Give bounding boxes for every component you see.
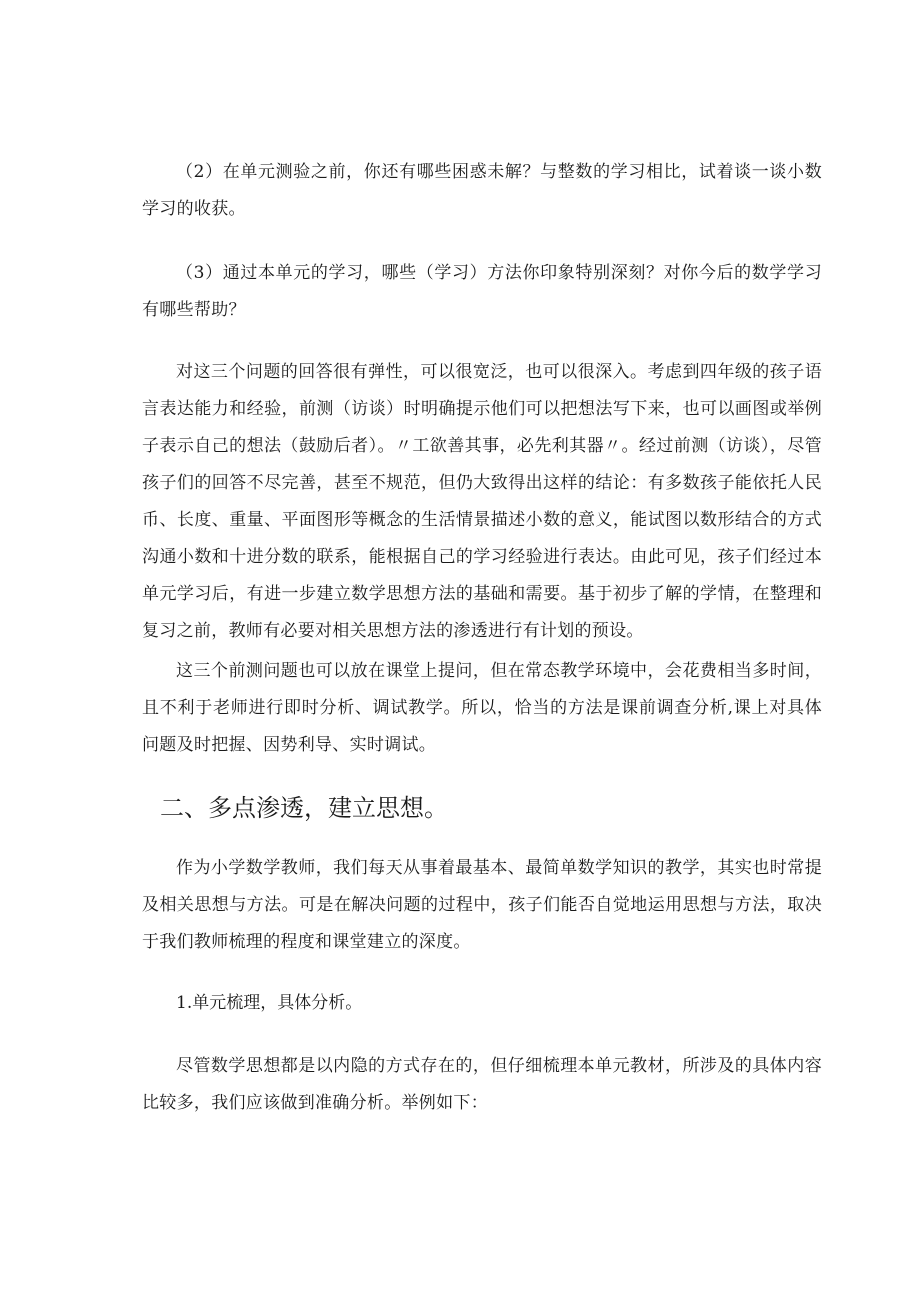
paragraph-section-intro: 作为小学数学教师，我们每天从事着最基本、最简单数学知识的教学，其实也时常提及相关思想与方法。可是在解决问题的过程中，孩子们能否自觉地运用思想与方法，取决于我们教师梳理的程度和课堂建立的深度。	[142, 858, 822, 952]
subsection-heading: 1.单元梳理，具体分析。	[176, 993, 363, 1013]
paragraph-question-3: （3）通过本单元的学习，哪些（学习）方法你印象特别深刻？对你今后的数学学习有哪些帮助？	[142, 263, 822, 320]
paragraph-question-2: （2）在单元测验之前，你还有哪些困惑未解？与整数的学习相比，试着谈一谈小数学习的收获。	[142, 162, 822, 219]
paragraph-analysis: 对这三个问题的回答很有弹性，可以很宽泛，也可以很深入。考虑到四年级的孩子语言表达能力和经验，前测（访谈）时明确提示他们可以把想法写下来，也可以画图或举例子表示自己的想法（鼓励后者）。〃工欲善其事，必先利其器〃。经过前测（访谈），尽管孩子们的回答不尽完善，甚至不规范，但仍大致得出这样的结论：有多数孩子能依托人民币、长度、重量、平面图形等概念的生活情景描述小数的意义，能试图以数形结合的方式沟通小数和十进分数的联系，能根据自己的学习经验进行表达。由此可见，孩子们经过本单元学习后，有进一步建立数学思想方法的基础和需要。基于初步了解的学情，在整理和复习之前，教师有必要对相关思想方法的渗透进行有计划的预设。	[142, 362, 822, 641]
section-heading: 二、多点渗透，建立思想。	[160, 794, 448, 822]
paragraph-pretest-note: 这三个前测问题也可以放在课堂上提问，但在常态教学环境中，会花费相当多时间，且不利于老师进行即时分析、调试教学。所以，恰当的方法是课前调查分析,课上对具体问题及时把握、因势利导、实时调试。	[142, 661, 822, 755]
paragraph-closing: 尽管数学思想都是以内隐的方式存在的，但仔细梳理本单元教材，所涉及的具体内容比较多，我们应该做到准确分析。举例如下：	[142, 1056, 822, 1113]
